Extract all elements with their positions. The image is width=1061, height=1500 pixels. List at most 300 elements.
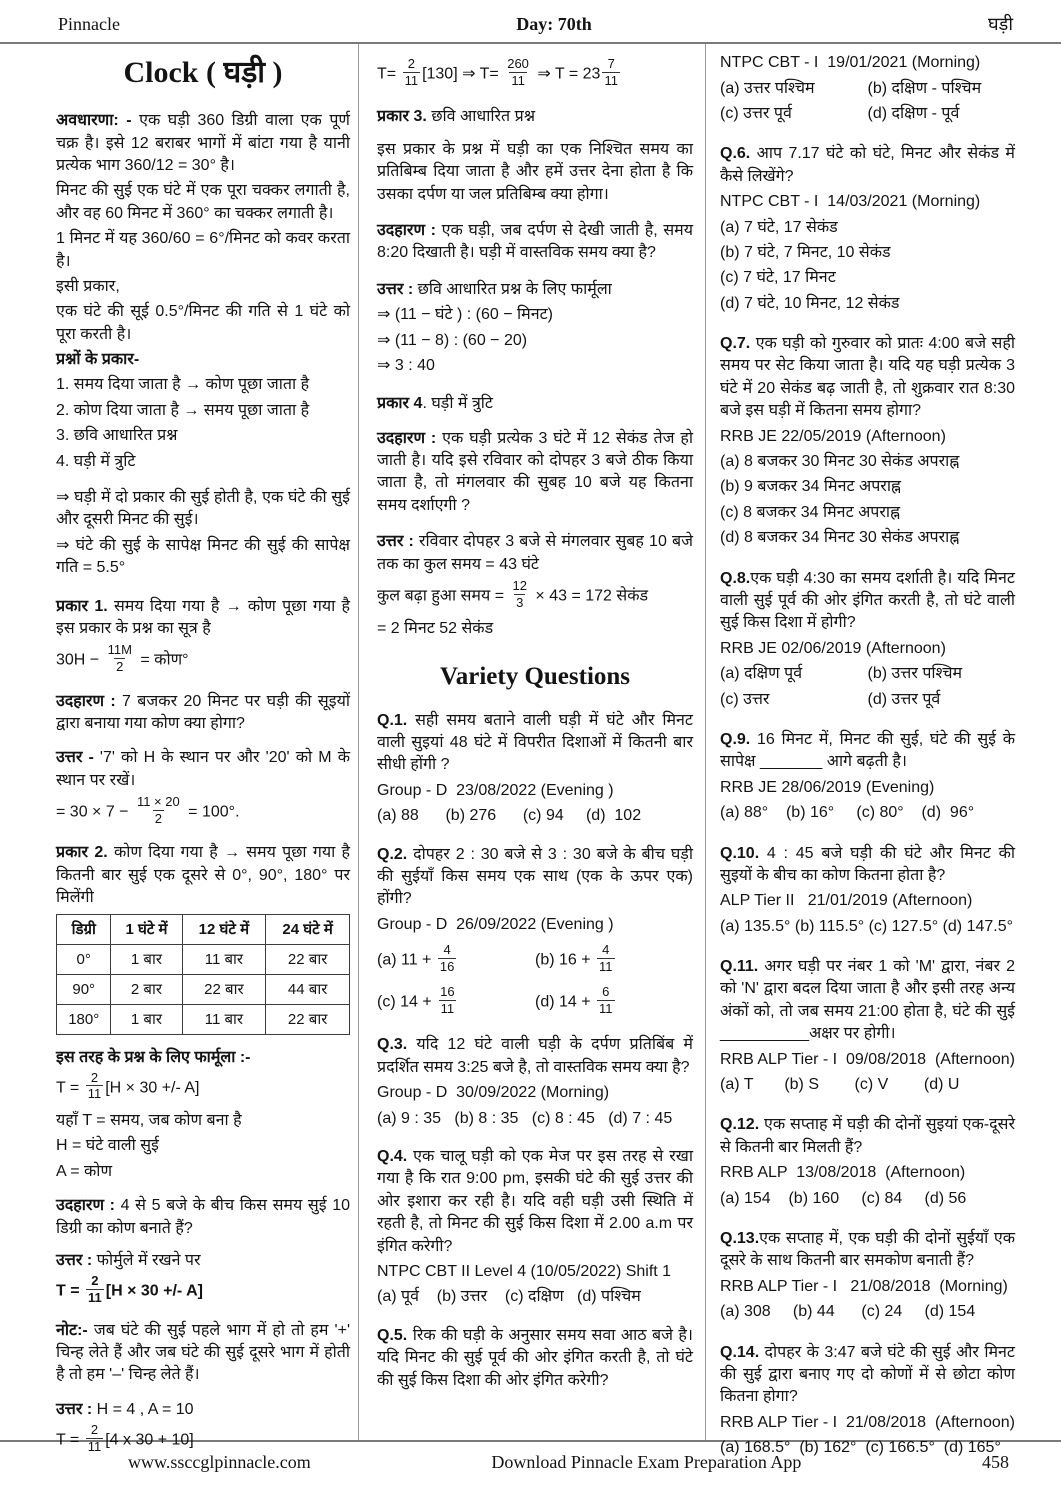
text: आप 7.17 घंटे को घंटे, मिनट और सेकंड में कैसे लिखेंगे? — [720, 145, 1015, 185]
text: '7' को H के स्थान पर और '20' को M के स्थान पर रखें। — [56, 749, 350, 789]
paragraph — [377, 914, 693, 936]
paragraph — [720, 191, 1015, 213]
fraction-numerator: 11M — [107, 642, 132, 658]
bold-text: प्रकार 3. — [377, 108, 427, 126]
text: 4. घड़ी में त्रुटि — [56, 452, 136, 470]
bold-text: प्रश्नों के प्रकार- — [56, 351, 140, 369]
text: [130] ⇒ T= — [422, 65, 504, 83]
paragraph — [377, 710, 693, 777]
text: समय दिया गया है → कोण पूछा गया है इस प्रकार के प्रश्न का सूत्र है — [56, 597, 350, 637]
text: = 30 × 7 − — [56, 803, 133, 821]
text: (d) दक्षिण - पूर्व — [867, 104, 960, 122]
fraction-denominator: 11 — [88, 1290, 102, 1306]
fraction-denominator: 2 — [154, 810, 162, 826]
bold-text: Q.4. — [377, 1148, 408, 1166]
text: (b) 16 + — [535, 951, 596, 969]
paragraph — [720, 956, 1015, 1046]
fraction — [602, 56, 620, 88]
paragraph — [720, 267, 1015, 289]
options-row — [720, 78, 1015, 100]
text: (a) 88 (b) 276 (c) 94 (d) 102 — [377, 807, 642, 825]
text: H = घंटे वाली सुई — [56, 1137, 159, 1155]
text: 7 बजकर 20 मिनट पर घड़ी की सूइयों द्वारा बनाया गया कोण क्या होगा? — [56, 692, 350, 732]
paragraph — [377, 1261, 693, 1283]
text: (a) उत्तर पश्चिम — [720, 79, 815, 97]
formula — [56, 796, 350, 828]
text: (a) दक्षिण पूर्व — [720, 665, 803, 683]
fraction — [438, 942, 456, 974]
text: (a) T (b) S (c) V (d) U — [720, 1076, 960, 1094]
text: 4 : 45 बजे घड़ी की घंटे और मिनट की सुइयों के बीच का कोण कितना होता है? — [720, 844, 1015, 884]
text: = 2 मिनट 52 सेकंड — [377, 620, 494, 638]
text: दोपहर 2 : 30 बजे से 3 : 30 बजे के बीच घड़ी की सुईयाँ किस समय एक साथ (एक के ऊपर एक) होंगी? — [377, 845, 693, 908]
bold-text: Q.7. — [720, 335, 751, 353]
text: (b) दक्षिण - पश्चिम — [867, 79, 982, 97]
paragraph — [377, 330, 693, 352]
text: NTPC CBT II Level 4 (10/05/2022) Shift 1 — [377, 1263, 672, 1280]
fraction-numerator: 2 — [407, 56, 415, 72]
paragraph — [720, 293, 1015, 315]
table-header-cell: 1 घंटे में — [111, 914, 182, 944]
option-right — [868, 663, 1016, 685]
table-header-cell: 24 घंटे में — [266, 914, 350, 944]
text: NTPC CBT - I 19/01/2021 (Morning) — [720, 54, 981, 72]
column-2 — [358, 44, 705, 1440]
text: (a) 11 + — [377, 951, 436, 969]
fraction-numerator: 16 — [440, 984, 455, 1000]
table-cell: 11 बार — [182, 1004, 266, 1034]
paragraph — [56, 1320, 350, 1387]
paragraph — [720, 638, 1015, 660]
text: (d) 8 बजकर 34 मिनट 30 सेकंड अपराह्न — [720, 529, 960, 547]
fraction-denominator: 11 — [404, 72, 419, 88]
text: एक सप्ताह में घड़ी की दोनों सुइयां एक-दूसरे से कितनी बार मिलती हैं? — [720, 1116, 1015, 1156]
paragraph — [720, 1412, 1015, 1434]
text: एक घंटे की सूई 0.5°/मिनट की गति से 1 घंटे को पूरा करती है। — [56, 303, 350, 343]
bold-text: Q.2. — [377, 845, 408, 863]
paragraph — [377, 428, 693, 518]
paragraph — [377, 780, 693, 802]
text: ⇒ 3 : 40 — [377, 356, 435, 374]
column-1 — [0, 44, 358, 1454]
paragraph — [56, 1047, 350, 1069]
paragraph — [56, 535, 350, 580]
text: 4 से 5 बजे के बीच किस समय सुई 10 डिग्री का कोण बनाते हैं? — [56, 1197, 350, 1237]
option-right — [868, 78, 1016, 100]
text: RRB ALP Tier - I 21/08/2018 (Afternoon) — [720, 1413, 1015, 1431]
options-row — [377, 986, 693, 1018]
fraction — [86, 1273, 104, 1305]
page-header — [0, 0, 1061, 44]
text: (a) 8 बजकर 30 मिनट 30 सेकंड अपराह्न — [720, 453, 960, 471]
text: फोर्मुले में रखने पर — [92, 1252, 201, 1270]
bold-text: उदहारण : — [377, 221, 436, 239]
footer-page-number: 458 — [982, 1452, 1009, 1473]
text: (a) 9 : 35 (b) 8 : 35 (c) 8 : 45 (d) 7 : 45 — [377, 1109, 673, 1127]
option-right — [868, 689, 1016, 711]
paragraph — [720, 1276, 1015, 1298]
formula — [377, 58, 693, 90]
option-left — [377, 944, 535, 976]
paragraph — [720, 217, 1015, 239]
table-cell: 22 बार — [266, 1004, 350, 1034]
text: (a) 168.5° (b) 162° (c) 166.5° (d) 165° — [720, 1439, 1001, 1457]
option-left — [720, 103, 868, 125]
fraction — [86, 1070, 104, 1102]
fraction-denominator: 16 — [439, 958, 455, 974]
table-cell: 180° — [57, 1004, 111, 1034]
paragraph — [720, 729, 1015, 774]
options-row — [377, 944, 693, 976]
fraction — [106, 642, 134, 674]
paragraph — [56, 400, 350, 422]
paragraph — [56, 1195, 350, 1240]
text: (d) उत्तर पूर्व — [867, 690, 941, 708]
bold-text: Q.9. — [720, 730, 751, 748]
text: [H × 30 +/- A] — [105, 1079, 200, 1097]
fraction-numerator: 260 — [507, 56, 529, 72]
bold-text: अवधारणा: - — [56, 112, 140, 130]
text: (c) 8 बजकर 34 मिनट अपराह्न — [720, 503, 901, 521]
paragraph — [56, 691, 350, 736]
fraction — [505, 56, 531, 88]
paragraph — [56, 374, 350, 396]
fraction — [511, 578, 529, 610]
paragraph — [720, 1049, 1015, 1071]
paragraph — [56, 842, 350, 909]
options-row — [720, 689, 1015, 711]
bold-text: उत्तर : — [56, 1400, 93, 1418]
paragraph — [377, 139, 693, 206]
fraction-numerator: 2 — [90, 1069, 99, 1085]
page-content — [0, 44, 1061, 1457]
option-left — [377, 986, 535, 1018]
fraction-denominator: 3 — [516, 594, 524, 610]
option-left — [720, 78, 868, 100]
text: Group - D 30/09/2022 (Morning) — [377, 1084, 610, 1102]
fraction — [597, 942, 615, 974]
paragraph — [720, 1188, 1015, 1210]
fraction-denominator: 11 — [87, 1438, 102, 1454]
footer-site-url: www.ssccglpinnacle.com — [128, 1452, 311, 1473]
bold-text: Q.13. — [720, 1229, 760, 1247]
text: (c) 7 घंटे, 17 मिनट — [720, 269, 836, 287]
paragraph — [377, 1146, 693, 1258]
paragraph — [377, 844, 693, 911]
text: रिक की घड़ी के अनुसार समय सवा आठ बजे है। यदि मिनट की सुई पूर्व की ओर इंगित करती है, तो घंटे की सुई किस दिशा की ओर इंगित करेगी? — [377, 1326, 693, 1389]
text: दोपहर के 3:47 बजे घंटे की सुई और मिनट की सुई द्वारा बनाए गए दो कोणों में से छोटा कोण कितना होगा? — [720, 1343, 1015, 1406]
text: = कोण° — [135, 651, 189, 669]
bold-text: उत्तर : — [377, 533, 414, 551]
table-cell: 1 बार — [111, 1004, 182, 1034]
paragraph — [720, 1162, 1015, 1184]
paragraph — [720, 568, 1015, 635]
bold-text: उत्तर - — [56, 749, 94, 767]
text: = 100°. — [183, 803, 240, 821]
paragraph — [720, 527, 1015, 549]
bold-text: Q.10. — [720, 844, 760, 862]
text: T = — [56, 1079, 84, 1097]
table-row — [57, 974, 350, 1004]
paragraph — [56, 1250, 350, 1272]
paragraph — [720, 843, 1015, 888]
paragraph — [720, 502, 1015, 524]
text: (a) 308 (b) 44 (c) 24 (d) 154 — [720, 1303, 976, 1321]
text: A = कोण — [56, 1162, 113, 1180]
paragraph — [56, 487, 350, 532]
paragraph — [377, 279, 693, 301]
paragraph — [377, 106, 693, 128]
text: ⇒ T = 23 — [532, 65, 601, 83]
text: 1 मिनट में यह 360/60 = 6°/मिनट को कवर करता है। — [56, 230, 350, 270]
text: 3. छवि आधारित प्रश्न — [56, 427, 178, 445]
option-right — [535, 944, 693, 976]
paragraph — [56, 349, 350, 371]
section-title: Variety Questions — [439, 662, 631, 690]
bold-text: उत्तर : — [377, 280, 414, 298]
text: Group - D 26/09/2022 (Evening ) — [377, 915, 614, 933]
paragraph — [377, 1082, 693, 1104]
fraction — [597, 984, 615, 1016]
paragraph — [720, 476, 1015, 498]
text: इस प्रकार के प्रश्न में घड़ी का एक निश्चित समय का प्रतिबिम्ब दिया जाता है और हमें उत्तर देना होता है कि उसका दर्पण या जल प्रतिबिम्ब क्या होगा। — [377, 140, 693, 203]
text: RRB JE 28/06/2019 (Evening) — [720, 778, 935, 796]
text: यहाँ T = समय, जब कोण बना है — [56, 1112, 242, 1130]
text: (a) 88° (b) 16° (c) 80° (d) 96° — [720, 804, 975, 822]
bold-text: T = — [56, 1282, 85, 1300]
paragraph — [720, 52, 1015, 74]
bold-text: Q.1. — [377, 711, 408, 729]
text: जब घंटे की सुई पहले भाग में हो तो हम '+' चिन्ह लेते हैं और जब घंटे की सुई दूसरे भाग में होती है तो हम '–' चिन्ह लेते हैं। — [56, 1321, 350, 1384]
table-header-cell: 12 घंटे में — [182, 914, 266, 944]
fraction-denominator: 11 — [87, 1086, 102, 1102]
paragraph — [377, 304, 693, 326]
bold-text: [H × 30 +/- A] — [105, 1282, 203, 1300]
paragraph — [377, 1286, 693, 1308]
text: (c) उत्तर — [720, 690, 770, 708]
option-left — [720, 689, 868, 711]
text: (d) 14 + — [535, 993, 596, 1011]
bold-text: उदहारण : — [56, 692, 116, 710]
paragraph — [56, 1110, 350, 1132]
paragraph — [56, 1135, 350, 1157]
table-header-cell: डिग्री — [57, 914, 111, 944]
text: एक सप्ताह में, एक घड़ी की दोनों सुईयाँ एक दूसरे के साथ कितनी बार समकोण बनाती हैं? — [720, 1229, 1015, 1270]
text: 2. कोण दिया जाता है → समय पूछा जाता है — [56, 401, 310, 419]
fraction-numerator: 12 — [512, 578, 527, 594]
text: (c) 14 + — [377, 993, 437, 1011]
text: (a) 7 घंटे, 17 सेकंड — [720, 218, 838, 236]
paragraph — [377, 1108, 693, 1130]
table-row — [57, 944, 350, 974]
table-cell: 1 बार — [111, 944, 182, 974]
bold-text: Q.12. — [720, 1116, 760, 1134]
bold-text: Q.14. — [720, 1343, 760, 1361]
text: यदि 12 घंटे वाली घड़ी के दर्पण प्रतिबिंब में प्रदर्शित समय 3:25 बजे है, तो वास्तविक समय क्या है? — [377, 1036, 693, 1076]
fraction-denominator: 11 — [440, 1000, 455, 1016]
text: (a) 135.5° (b) 115.5° (c) 127.5° (d) 147.5° — [720, 917, 1013, 935]
option-left — [720, 663, 868, 685]
text: मिनट की सुई एक घंटे में एक पूरा चक्कर लगाती है, और वह 60 मिनट में 360° का चक्कर लगाती है। — [56, 182, 350, 222]
fraction-denominator: 11 — [599, 958, 613, 974]
fraction-numerator: 2 — [90, 1422, 99, 1438]
paragraph — [56, 276, 350, 298]
fraction-numerator: 11 × 20 — [136, 794, 180, 810]
text: (c) उत्तर पूर्व — [720, 104, 792, 122]
text: RRB ALP Tier - I 21/08/2018 (Morning) — [720, 1277, 1008, 1295]
text: कोण दिया गया है → समय पूछा गया है कितनी बार सुई एक दूसरे से 0°, 90°, 180° पर मिलेंगी — [56, 844, 350, 907]
text: 1. समय दिया जाता है → कोण पूछा जाता है — [56, 376, 310, 394]
paragraph — [720, 1074, 1015, 1096]
bold-text: Q.6. — [720, 145, 751, 163]
text: ⇒ (11 − 8) : (60 − 20) — [377, 331, 528, 349]
fraction-denominator: 2 — [116, 658, 124, 674]
text: RRB JE 02/06/2019 (Afternoon) — [720, 639, 946, 657]
paragraph — [56, 451, 350, 473]
paragraph — [720, 777, 1015, 799]
text: (b) 7 घंटे, 7 मिनट, 10 सेकंड — [720, 243, 891, 261]
fraction-denominator: 11 — [599, 1000, 613, 1016]
text: T = — [56, 1431, 84, 1449]
fraction-numerator: 4 — [443, 942, 451, 958]
paragraph — [720, 426, 1015, 448]
text: (a) पूर्व (b) उत्तर (c) दक्षिण (d) पश्चिम — [377, 1288, 641, 1306]
paragraph — [720, 802, 1015, 824]
fraction — [135, 794, 182, 826]
bold-text: Q.3. — [377, 1036, 408, 1054]
formula — [377, 580, 693, 612]
paragraph — [720, 242, 1015, 264]
formula — [56, 644, 350, 676]
paragraph — [377, 220, 693, 265]
formula — [56, 1275, 350, 1307]
paragraph — [56, 747, 350, 792]
text: H = 4 , A = 10 — [92, 1400, 194, 1418]
paragraph — [56, 425, 350, 447]
column-3 — [705, 44, 1061, 1457]
text: (d) 7 घंटे, 10 मिनट, 12 सेकंड — [720, 294, 900, 312]
fraction-numerator: 2 — [91, 1273, 99, 1289]
text: ⇒ घंटे की सुई के सापेक्ष मिनट की सुई की सापेक्ष गति = 5.5° — [56, 536, 350, 577]
table-cell: 0° — [57, 944, 111, 974]
paragraph — [720, 1342, 1015, 1409]
paragraph — [377, 355, 693, 377]
text: (b) उत्तर पश्चिम — [867, 665, 963, 683]
text: एक चालू घड़ी को एक मेज पर इस तरह से रखा गया है कि रात 9:00 pm, इसकी घंटे की सुई उत्तर की ओर इशारा कर रही है। यदि वही घड़ी उसी स्थिति में रहती है, तो मिनट की सुई किस दिशा में 2.00 a.m पर इंगित करेगी? — [377, 1148, 693, 1255]
paragraph — [56, 180, 350, 225]
paragraph — [720, 143, 1015, 188]
text: 16 मिनट में, मिनट की सुई, घंटे की सुई के सापेक्ष _______ आगे बढ़ती है। — [720, 730, 1015, 771]
bold-text: उदहारण : — [377, 429, 437, 447]
text: NTPC CBT - I 14/03/2021 (Morning) — [720, 193, 981, 211]
paragraph — [377, 805, 693, 827]
bold-text: Q.5. — [377, 1326, 408, 1344]
paragraph — [720, 1228, 1015, 1273]
text: ⇒ (11 − घंटे ) : (60 − मिनट) — [377, 306, 553, 324]
bold-text: प्रकार 4 — [377, 395, 423, 413]
text: कुल बढ़ा हुआ समय = — [377, 587, 509, 605]
paragraph — [56, 1399, 350, 1421]
table-cell: 2 बार — [111, 974, 182, 1004]
paragraph — [720, 916, 1015, 938]
bold-text: उत्तर : — [56, 1252, 93, 1270]
bold-text: Q.11. — [720, 958, 759, 976]
table-cell: 44 बार — [266, 974, 350, 1004]
text: RRB ALP 13/08/2018 (Afternoon) — [720, 1164, 966, 1182]
paragraph — [377, 531, 693, 576]
text: एक घड़ी को गुरुवार को प्रातः 4:00 बजे सही समय पर सेट किया जाता है। यदि यह घड़ी प्रत्येक 3 घंटे में 20 सेकंड बढ़ जाती है, तो शुक्रवार रात 8:30 बजे इस घड़ी में कितना समय होगा? — [720, 335, 1015, 420]
bold-text: उदहारण : — [56, 1197, 115, 1215]
page-title: Clock ( घड़ी ) — [123, 56, 283, 90]
text: [4 x 30 + 10] — [105, 1431, 194, 1449]
table-cell: 90° — [57, 974, 111, 1004]
fraction-denominator: 11 — [604, 72, 618, 88]
paragraph — [56, 228, 350, 273]
text: रविवार दोपहर 3 बजे से मंगलवार सुबह 10 बजे तक का कुल समय = 43 घंटे — [377, 533, 693, 573]
text: Group - D 23/08/2022 (Evening ) — [377, 781, 614, 799]
fraction — [438, 984, 456, 1016]
text: इसी प्रकार, — [56, 277, 120, 295]
degree-frequency-table — [56, 914, 350, 1035]
brand-name: Pinnacle — [58, 14, 120, 34]
paragraph — [56, 301, 350, 346]
fraction-numerator: 6 — [602, 984, 610, 1000]
options-row — [720, 663, 1015, 685]
option-right — [535, 986, 693, 1018]
paragraph — [377, 393, 693, 415]
option-right — [868, 103, 1016, 125]
bold-text: नोट:- — [56, 1321, 88, 1339]
text: छवि आधारित प्रश्न — [426, 108, 536, 126]
text: एक घड़ी, जब दर्पण से देखी जाती है, समय 8:20 दिखाती है। घड़ी में वास्तविक समय क्या है? — [377, 221, 693, 262]
text: 30H − — [56, 651, 104, 669]
table-cell: 22 बार — [182, 974, 266, 1004]
text: एक घड़ी 360 डिग्री वाला एक पूर्ण चक्र है। इसे 12 बराबर भागों में बांटा गया है यानी प्रत्येक भाग 360/12 = 30° है। — [56, 112, 350, 174]
fraction — [403, 56, 421, 88]
text: छवि आधारित प्रश्न के लिए फार्मूला — [413, 280, 612, 298]
topic-label: घड़ी — [988, 14, 1013, 34]
text: सही समय बताने वाली घड़ी में घंटे और मिनट वाली सुइयां 48 घंटे में विपरीत दिशाओं में कितनी बार सीधी होंगी ? — [377, 711, 693, 774]
text: . घड़ी में त्रुटि — [422, 395, 493, 413]
text: T= — [377, 65, 401, 83]
text: अगर घड़ी पर नंबर 1 को 'M' द्वारा, नंबर 2 को 'N' द्वारा बदल दिया जाता है और इसी तरह अन्य अंकों को, तो जब समय 21:00 होता है, घंटे की सुई __________अक्षर पर होगी। — [720, 958, 1015, 1043]
text: ⇒ घड़ी में दो प्रकार की सुई होती है, एक घंटे की सुई और दूसरी मिनट की सुई। — [56, 489, 350, 529]
paragraph — [377, 618, 693, 640]
paragraph — [720, 1301, 1015, 1323]
text: RRB ALP Tier - I 09/08/2018 (Afternoon) — [720, 1050, 1015, 1068]
fraction-denominator: 11 — [511, 72, 525, 88]
fraction-numerator: 4 — [602, 942, 610, 958]
text: एक घड़ी 4:30 का समय दर्शाती है। यदि मिनट वाली सुई पूर्व की ओर इंगित करती है, तो घंटे वाली सुई किस दिशा में होगी? — [720, 569, 1015, 632]
bold-text: प्रकार 2. — [56, 844, 108, 862]
footer-app-text: Download Pinnacle Exam Preparation App — [491, 1452, 802, 1473]
paragraph — [720, 890, 1015, 912]
paragraph — [720, 1114, 1015, 1159]
paragraph — [377, 1034, 693, 1079]
text: ALP Tier II 21/01/2019 (Afternoon) — [720, 892, 973, 910]
text: (a) 154 (b) 160 (c) 84 (d) 56 — [720, 1189, 967, 1207]
table-cell: 11 बार — [182, 944, 266, 974]
bold-text: Q.8. — [720, 569, 751, 587]
paragraph — [720, 451, 1015, 473]
options-row — [720, 103, 1015, 125]
paragraph — [56, 1161, 350, 1183]
bold-text: इस तरह के प्रश्न के लिए फार्मूला :- — [56, 1048, 251, 1066]
paragraph — [377, 1325, 693, 1392]
table-cell: 22 बार — [266, 944, 350, 974]
table-row — [57, 1004, 350, 1034]
text: (b) 9 बजकर 34 मिनट अपराह्न — [720, 478, 901, 496]
